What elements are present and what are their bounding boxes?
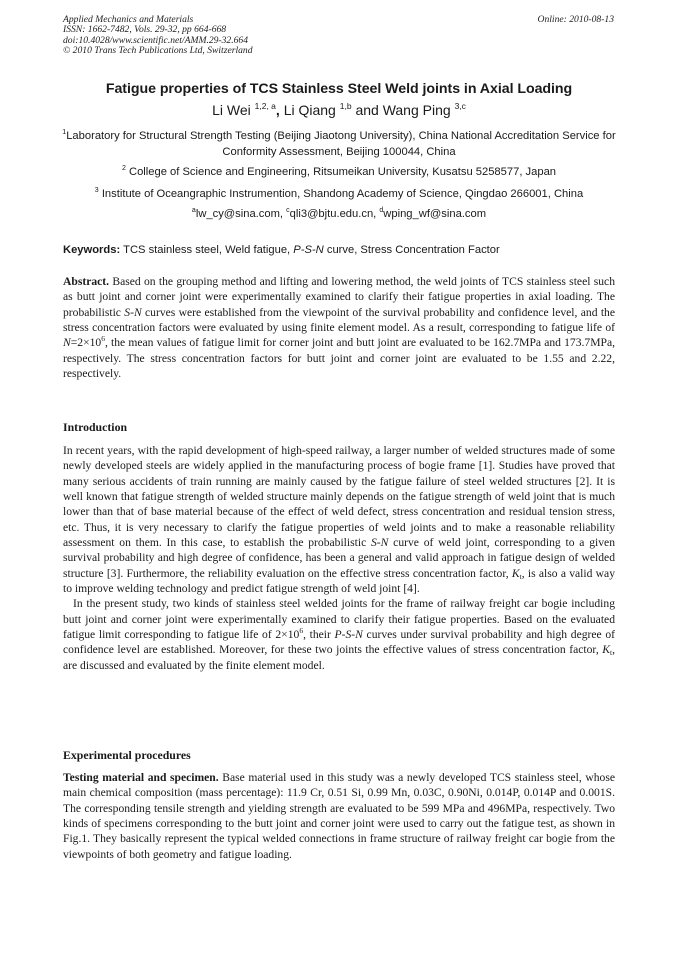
paragraph-text: , are discussed and evaluated by the finite element model. — [63, 643, 615, 672]
abstract-superscript: 6 — [101, 334, 105, 344]
paragraph-text: In the present study, two kinds of stainless steel welded joints for the frame of railway freight car bogie including butt joint and corner joint were experimentally examined to clarify their fatigue properties. Based on the evaluated fatigue limit corresponding to fatigue life of 2×10 — [63, 597, 615, 642]
paper-title: Fatigue properties of TCS Stainless Steel Weld joints in Axial Loading — [105, 81, 573, 97]
journal-doi[interactable]: doi:10.4028/www.scientific.net/AMM.29-32.664 — [63, 34, 249, 46]
affiliation-2 — [50, 165, 628, 181]
abstract-text: curves were established from the viewpoint of the survival probability and confidence level, and the stress concentration factors were evaluated by using finite element model. As a result, corresponding to fatigue life of — [63, 305, 615, 335]
introduction-body — [63, 443, 615, 673]
paragraph-text: Base material used in this study was a newly developed TCS stainless steel, whose main chemical composition (mass percentage): 11.9 Cr, 0.51 Si, 0.99 Mn, 0.03C, 0.90Ni, 0.014P, 0.014P and 0.001S. The corresponding tensile strength and yielding strength are evaluated to be 599 MPa and 496MPa, respectively. Two kinds of specimens corresponding to the butt joint and corner joint were used to carry out the fatigue test, as shown in Fig.1. They basically represent the typical welded connections in frame structure of railway freight car bogie from the viewpoints of both geometry and fatigue loading. — [63, 771, 615, 861]
author-affiliation-mark: 1,2, a — [254, 101, 276, 111]
subsection-label: Testing material and specimen. — [63, 771, 219, 784]
abstract-paragraph — [63, 274, 615, 381]
paragraph-text: , is also a valid way to improve welding technology and predict fatigue strength of weld joint [4]. — [63, 566, 615, 596]
journal-copyright: © 2010 Trans Tech Publications Ltd, Switzerland — [63, 45, 253, 57]
email-mark: c — [286, 207, 290, 214]
abstract-text: =2×10 — [70, 336, 102, 350]
paragraph — [63, 770, 615, 862]
abstract — [63, 274, 615, 381]
paragraph-italic: P-S-N — [334, 628, 363, 642]
affiliation-mark: 2 — [121, 165, 126, 172]
paragraph-subscript: t — [610, 648, 613, 658]
experimental-body — [63, 770, 615, 862]
email-mark: a — [191, 207, 196, 214]
author-affiliation-mark: 3,c — [454, 101, 466, 111]
paragraph-text: curves under survival probability and high degree of confidence level are established. Moreover, for these two joints the effective values of stress concentration factor, — [63, 628, 615, 657]
paragraph — [63, 443, 615, 596]
affiliation-mark: 3 — [94, 187, 99, 194]
affiliation-3 — [40, 187, 638, 203]
journal-name: Applied Mechanics and Materials — [63, 14, 194, 25]
paragraph-text: In recent years, with the rapid development of high-speed railway, a larger number of welded structures made of some newly developed steels are widely applied in the manufacturing process of bogie frame [1]. Studies have proved that many serious accidents of train running are mainly caused by the fatigue failure of steel welded structures [2]. It is well known that fatigue strength of welded structure mainly depends on the fatigue strength of weld joint that is much lower than that of base material because of the effect of weld defect, stress concentration and residual tension stress, etc. Thus, it is very necessary to clarify the fatigue properties of weld joints and to make a reasonable reliability assessment on them. In this case, to establish the probabilistic — [63, 444, 615, 550]
paragraph-superscript: 6 — [299, 626, 304, 636]
paragraph — [63, 596, 615, 673]
affiliation-text: Laboratory for Structural Strength Testing (Beijing Jiaotong University), China National Accreditation Service for Conformity Assessment, Beijing 100044, China — [66, 130, 616, 158]
abstract-text: Based on the grouping method and lifting and lowering method, the weld joints of TCS stainless steel such as butt joint and corner joint were experimentally examined to clarify their fatigue properties in axial loading. The probabilistic — [63, 275, 615, 319]
paragraph-italic: S-N — [371, 536, 389, 550]
email-mark: d — [379, 207, 384, 214]
author-conjunction: and — [355, 102, 379, 118]
author-list: Li Wei $^{1,2, a}$, Li Qiang $^{1,b}$ and Wang Ping $^{3,c}$ — [212, 101, 466, 118]
keywords-label: Keywords: — [63, 244, 121, 256]
journal-issn: ISSN: 1662-7482, Vols. 29-32, pp 664-668 — [63, 24, 227, 36]
abstract-italic: N — [63, 336, 71, 350]
keywords-text-italic: P-S-N — [293, 244, 324, 256]
paragraph-italic: K — [602, 643, 610, 657]
email-link[interactable]: qli3@bjtu.edu.cn, — [289, 208, 380, 220]
affiliation-text: Institute of Oceangraphic Instrumention, Shandong Academy of Science, Qingdao 266001, China — [101, 188, 584, 200]
online-date: Online: 2010-08-13 — [537, 14, 614, 25]
paragraph-text: curve of weld joint, corresponding to a given survival probability and high degree of confidence, has been a general and valid approach in fatigue design of welded structure [3]. Furthermore, the reliability evaluation on the effective stress concentration factor, — [63, 536, 615, 580]
section-heading-introduction: Introduction — [63, 420, 128, 434]
section-heading-experimental: Experimental procedures — [63, 748, 191, 762]
abstract-text: , the mean values of fatigue limit for corner joint and butt joint are evaluated to be 162.7MPa and 173.7MPa, respectively. The stress concentration factors for butt joint and corner joint are evaluated to be 1.55 and 2.22, respectively. — [63, 336, 615, 381]
keywords — [63, 244, 623, 256]
keywords-text: TCS stainless steel, Weld fatigue, — [120, 244, 294, 256]
author-name: Wang Ping — [382, 102, 451, 118]
affiliation-mark: 1 — [62, 129, 67, 136]
journal-header — [63, 15, 383, 57]
affiliation-text: College of Science and Engineering, Ritsumeikan University, Kusatsu 5258577, Japan — [128, 166, 557, 178]
paragraph-subscript: t — [519, 571, 522, 581]
abstract-label: Abstract. — [63, 275, 110, 288]
author-name: Li Wei — [212, 102, 251, 118]
keywords-text: curve, Stress Concentration Factor — [323, 244, 500, 256]
email-link[interactable]: wping_wf@sina.com — [383, 208, 487, 220]
email-link[interactable]: lw_cy@sina.com, — [195, 208, 287, 220]
author-name: Li Qiang — [283, 102, 336, 118]
affiliation-1 — [50, 129, 628, 160]
author-affiliation-mark: 1,b — [339, 101, 352, 111]
paragraph-italic: K — [511, 566, 520, 580]
author-emails — [0, 207, 678, 222]
abstract-italic: S-N — [124, 305, 142, 319]
paragraph-text: , their — [303, 628, 335, 642]
